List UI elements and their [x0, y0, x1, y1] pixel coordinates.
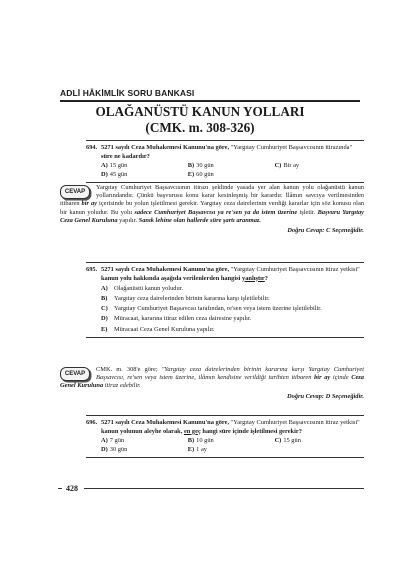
answer-emphasis: Ceza Genel Kuruluna — [60, 374, 364, 390]
question-text-part: "Yargıtay Cumhuriyet Başsavcısının itiraz yetkisi" — [230, 419, 360, 426]
option-text: 15 gün — [283, 437, 301, 445]
options — [86, 162, 364, 179]
question-text — [101, 419, 360, 435]
question-text-part: 5271 sayılı Ceza Muhakemesi Kanunu'na göre, — [101, 144, 231, 151]
answer-694 — [60, 184, 364, 235]
option-letter: A) — [101, 284, 108, 292]
answer-emphasis: bir ay — [314, 374, 331, 382]
answer-text: yapılır. — [117, 216, 139, 224]
question-number: 696. — [86, 419, 98, 426]
question-text-part: en geç — [183, 427, 201, 435]
question-text-part: kanun yolu hakkında aşağıda verilenlerden hangisi — [101, 274, 242, 282]
option-text: Olağanüstü kanun yoludur. — [114, 284, 184, 292]
question-text-part: "Yargıtay Cumhuriyet Başsavcısının itiraz yetkisi" — [230, 266, 360, 273]
option-letter: A) — [101, 162, 108, 170]
chapter-title-line2: (CMK. m. 308-326) — [145, 120, 255, 135]
option-c — [101, 305, 364, 314]
option-letter: C) — [274, 162, 282, 170]
option-text: 15 gün — [109, 162, 128, 170]
option-letter: E) — [187, 170, 195, 178]
answer-text: CMK. m. 308'e göre; — [96, 366, 162, 373]
option-d — [101, 446, 188, 455]
chapter-title-line1: OLAĞANÜSTÜ KANUN YOLLARI — [95, 104, 305, 119]
answer-695 — [60, 366, 364, 401]
option-text: 30 gün — [196, 162, 214, 170]
option-letter: B) — [187, 437, 195, 445]
option-e — [188, 446, 275, 455]
question-696 — [86, 415, 364, 458]
question-text — [101, 144, 352, 160]
option-e — [188, 171, 275, 180]
option-b — [188, 437, 275, 446]
question-text-part: ? — [264, 274, 268, 282]
option-c — [275, 437, 362, 446]
option-b — [188, 162, 275, 171]
answer-quote: itiraz edebilir. — [103, 382, 141, 390]
option-d — [101, 171, 188, 180]
option-letter: D) — [101, 170, 108, 178]
answer-badge: CEVAP — [60, 367, 90, 381]
option-d — [101, 315, 364, 324]
question-text-part: süre ne kadardır? — [101, 152, 150, 160]
book-title: ADLİ HÂKİMLİK SORU BANKASI — [60, 88, 195, 98]
question-text — [101, 266, 360, 282]
answer-text: Yargıtay Cumhuriyet Başsavcısının itirazı şeklinde yasada yer alan kanun yolu olağanüstü kanun yollarındandır. Çünkü başvurusu konu karar kesinleşmiş bir karardır. İlâmın savcıya verilmesinden itibaren — [60, 184, 364, 208]
question-stem — [86, 419, 364, 436]
correct-answer: Doğru Cevap: C Seçeneğidir. — [287, 227, 364, 235]
options — [86, 285, 364, 334]
option-letter: E) — [101, 325, 108, 333]
answer-quote: içinde — [330, 374, 352, 382]
question-stem — [86, 266, 364, 283]
question-text-part: hangi süre içinde işletilmesi gerekir? — [200, 427, 302, 435]
question-stem — [86, 144, 364, 161]
option-letter: E) — [187, 445, 195, 453]
answer-quote: "Yargıtay ceza dairelerinden birinin kararına karşı Yargıtay Cumhuriyet Başsavcısı, re'sen veya istem üzerine, ilâmın kendisine verildiği tarihten itibaren — [96, 366, 364, 382]
option-text: Müracaat, kararına itiraz edilen ceza dairesine yapılır. — [114, 315, 252, 323]
question-text-part: yanlıştır — [242, 274, 265, 282]
answer-text: işletir. — [297, 208, 318, 216]
option-letter: B) — [101, 294, 108, 302]
book-header — [60, 88, 360, 102]
question-695 — [86, 262, 364, 338]
answer-emphasis: bir ay — [81, 200, 97, 208]
answer-text: içerisinde bu yolun işletilmesi gerekir. Yargıtay ceza dairelerinin verdiği kararlar için söz konusu olan bir kanun yoludur. Bu yolu — [60, 200, 364, 216]
option-letter: C) — [101, 305, 108, 313]
option-text: 10 gün — [196, 437, 214, 445]
option-letter: B) — [187, 162, 195, 170]
option-a — [101, 285, 364, 294]
question-text-part: 5271 sayılı Ceza Muhakemesi Kanunu'na göre, — [101, 266, 231, 273]
options — [86, 437, 364, 454]
question-number: 694. — [86, 144, 98, 151]
option-text: 45 gün — [109, 170, 128, 178]
chapter-title — [0, 104, 400, 136]
question-number: 695. — [86, 266, 98, 273]
answer-badge: CEVAP — [60, 185, 90, 199]
question-text-part: "Yargıtay Cumhuriyet Başsavcısının itirazında" — [230, 144, 353, 151]
option-text: 1 ay — [196, 445, 207, 453]
question-text-part: 5271 sayılı Ceza Muhakemesi Kanunu'na göre, — [101, 419, 231, 426]
option-text: Yargıtay ceza dairelerinden birinin kararına karşı işletilebilir. — [114, 294, 270, 302]
footer-rule — [84, 488, 364, 489]
correct-answer: Doğru Cevap: D Seçeneğidir. — [286, 392, 364, 400]
option-letter: D) — [101, 445, 108, 453]
answer-emphasis: Başvuru Yargıtay Ceza Genel Kuruluna — [60, 208, 364, 224]
option-text: Yargıtay Cumhuriyet Başsavcısı tarafından, re'sen veya istem üzerine işletilebilir. — [114, 305, 322, 313]
option-text: 30 gün — [109, 445, 128, 453]
option-text: Müracaat Ceza Genel Kuruluna yapılır. — [114, 325, 215, 333]
option-a — [101, 437, 188, 446]
option-text: Bir ay — [283, 162, 300, 170]
answer-emphasis: sadece Cumhuriyet Başsavcısı ya re'sen ya da istem üzerine — [134, 208, 298, 216]
option-c — [275, 162, 362, 171]
option-text: 60 gün — [196, 170, 214, 178]
option-letter: D) — [101, 315, 108, 323]
question-694 — [86, 140, 364, 183]
option-e — [101, 326, 364, 335]
option-a — [101, 162, 188, 171]
answer-emphasis: Sanık lehine olan hallerde süre şartı aranmaz. — [138, 216, 262, 224]
option-text: 7 gün — [109, 437, 125, 445]
header-rule — [60, 100, 360, 102]
option-letter: C) — [274, 437, 282, 445]
page-number: 428 — [60, 484, 78, 493]
option-letter: A) — [101, 437, 108, 445]
option-b — [101, 295, 364, 304]
question-text-part: kanun yolunun aleyhe olarak, — [101, 427, 184, 435]
